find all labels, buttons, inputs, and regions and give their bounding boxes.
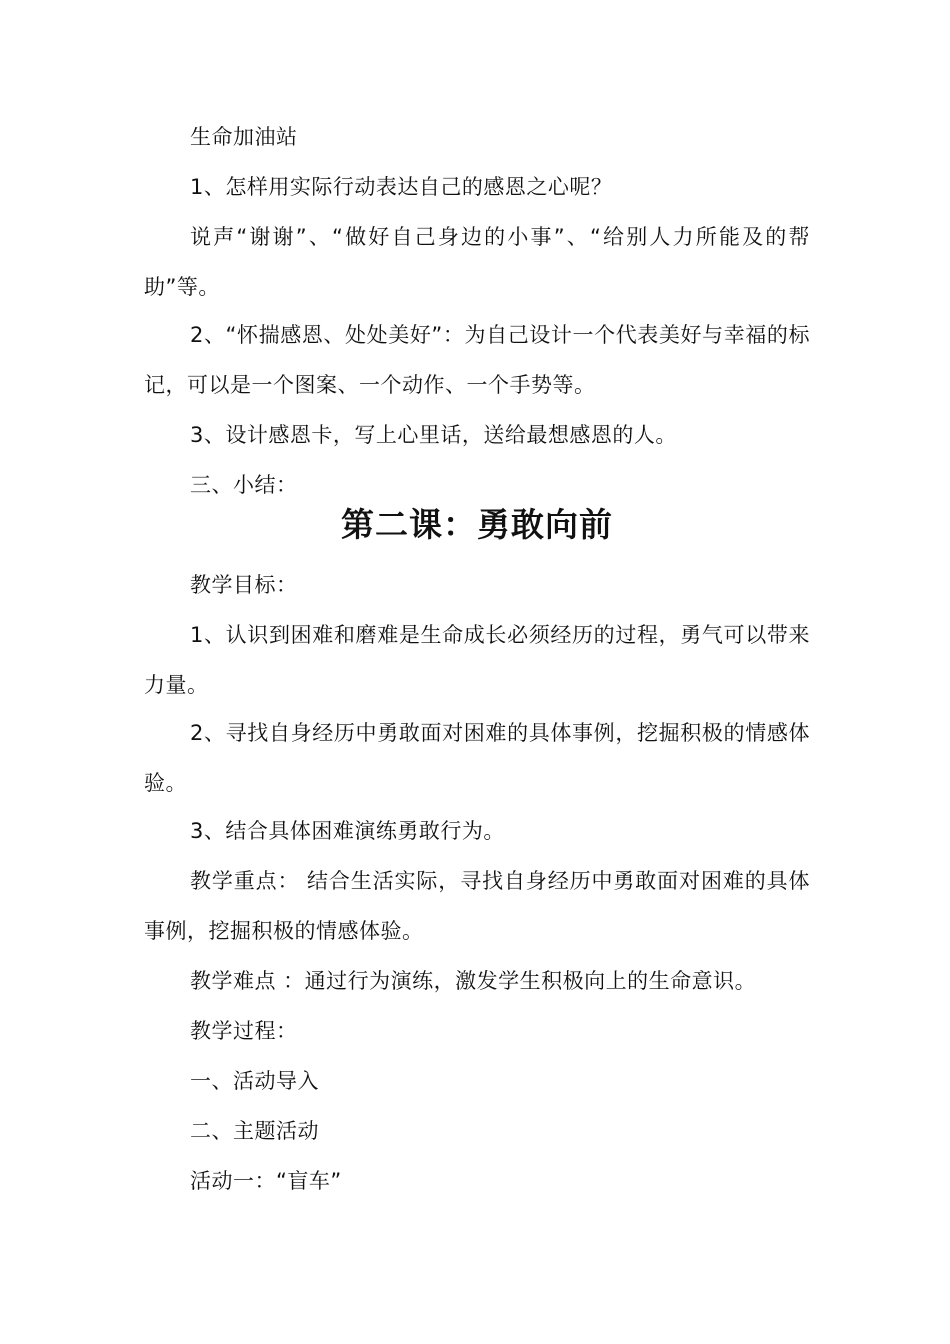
section-heading-life-station: 生命加油站 [190,125,298,149]
paragraph-say-thanks: 说声“谢谢”、“做好自己身边的小事”、“给别人力所能及的帮助”等。 [144,225,810,299]
paragraph-item-2: 2、“怀揣感恩、处处美好”：为自己设计一个代表美好与幸福的标记，可以是一个图案、一个动作、一个手势等。 [144,323,810,397]
objective-3: 3、结合具体困难演练勇敢行为。 [190,819,505,843]
process-step-1: 一、活动导入 [190,1069,319,1093]
section-heading-objectives: 教学目标： [190,573,298,597]
activity-1: 活动一：“盲车” [190,1169,342,1193]
objective-1: 1、认识到困难和磨难是生命成长必须经历的过程，勇气可以带来力量。 [144,623,810,697]
teaching-focus: 教学重点： 结合生活实际，寻找自身经历中勇敢面对困难的具体事例，挖掘积极的情感体验。 [144,869,810,943]
section-heading-summary: 三、小结： [190,473,298,497]
process-step-2: 二、主题活动 [190,1119,319,1143]
teaching-difficulty: 教学难点 ：通过行为演练，激发学生积极向上的生命意识。 [190,969,757,993]
section-heading-process: 教学过程： [190,1019,298,1043]
lesson-title: 第二课：勇敢向前 [341,505,613,544]
paragraph-item-1: 1、怎样用实际行动表达自己的感恩之心呢？ [190,175,613,199]
objective-2: 2、寻找自身经历中勇敢面对困难的具体事例，挖掘积极的情感体验。 [144,721,810,795]
paragraph-item-3: 3、设计感恩卡，写上心里话，送给最想感恩的人。 [190,423,677,447]
